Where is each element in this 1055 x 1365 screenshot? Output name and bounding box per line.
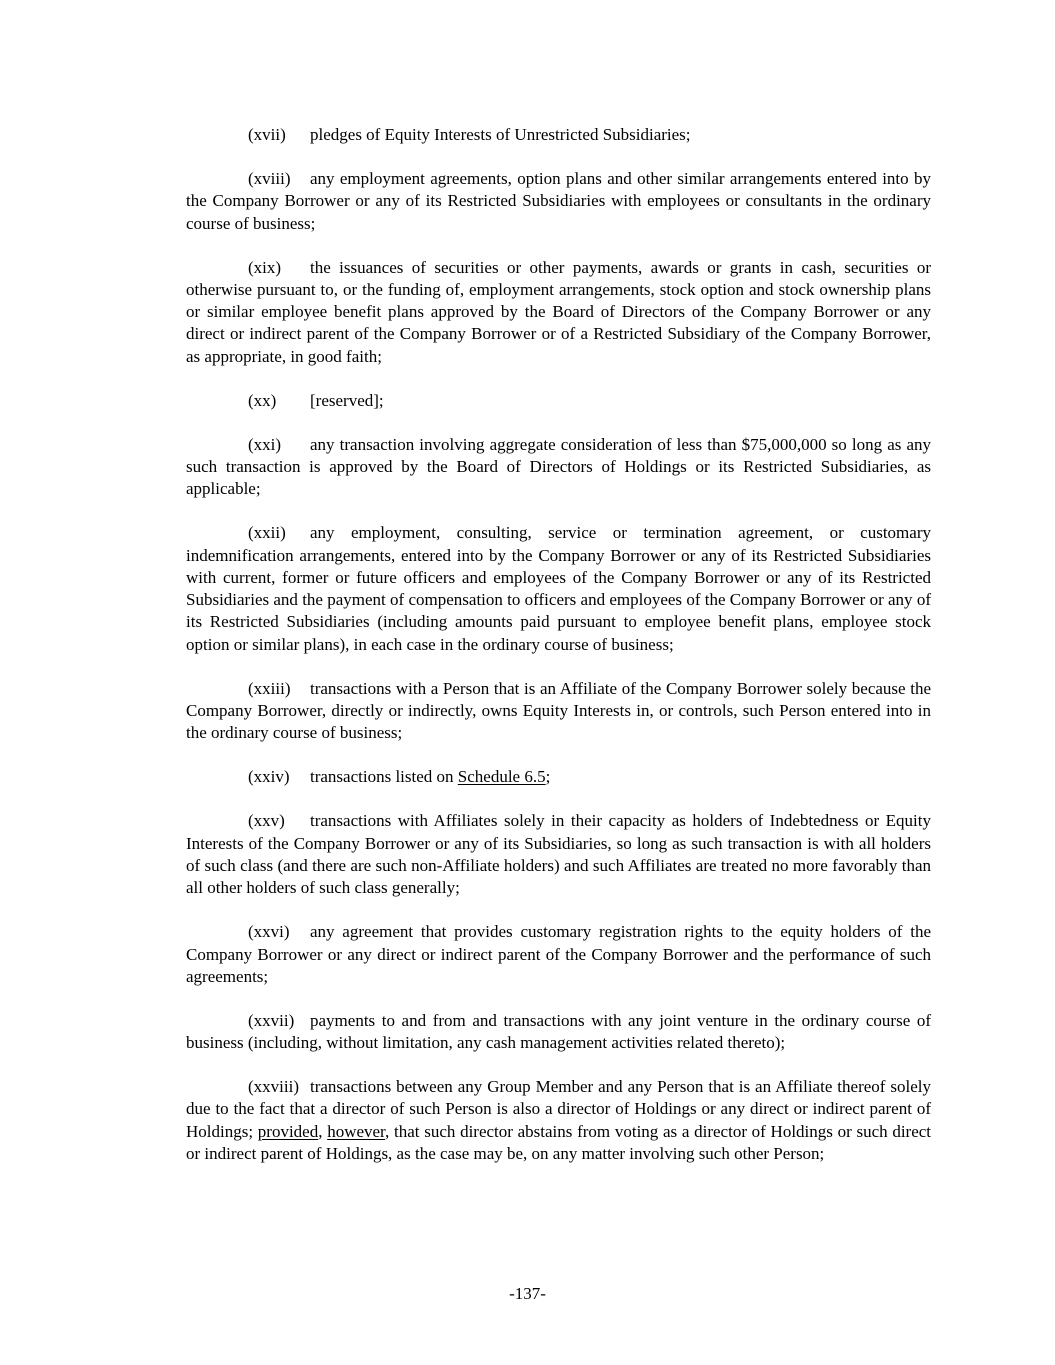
clause-xxvii [186,1010,931,1055]
clause-comma: , [318,1121,328,1141]
clause-text: transactions with a Person that is an Affiliate of the Company Borrower solely because the Company Borrower, directly or indirectly, owns Equity Interests in, or controls, such Person entered into in the ordinary course of business; [186,678,931,743]
clause-number: (xvii) [248,125,286,144]
clause-xviii [186,168,931,235]
clause-number: (xxvii) [248,1010,295,1030]
clause-text: any transaction involving aggregate consideration of less than $75,000,000 so long as any such transaction is approved by the Board of Directors of Holdings or its Restricted Subsidiaries, as applicable; [186,434,931,499]
clause-xxvi [186,921,931,988]
clause-text: [reserved]; [310,390,384,410]
schedule-reference-link[interactable]: Schedule 6.5 [457,767,546,787]
page-number: -137- [509,1284,546,1303]
clause-text: any agreement that provides customary registration rights to the equity holders of the Company Borrower or any direct or indirect parent of the Company Borrower and the performance of such agreements; [186,922,931,986]
clause-xxiii [186,678,931,745]
clause-number: (xx) [248,390,277,410]
clause-xxiv [186,766,931,788]
clause-xvii [186,124,931,146]
clause-number: (xxii) [248,523,286,543]
clause-xix [186,257,931,368]
clause-xxii [186,522,931,656]
clause-text: payments to and from and transactions with any joint venture in the ordinary course of business (including, without limitation, any cash management activities related thereto); [186,1010,931,1053]
clause-number: (xviii) [248,168,291,188]
clause-number: (xix) [248,257,282,277]
clause-xxviii [186,1076,931,1165]
clause-text: transactions with Affiliates solely in their capacity as holders of Indebtedness or Equity Interests of the Company Borrower or any of its Subsidiaries, so long as such transaction is with all holders of such class (and there are such non-Affiliate holders) and such Affiliates are treated no more favorably than all other holders of such class generally; [186,811,931,898]
clause-text: pledges of Equity Interests of Unrestricted Subsidiaries; [310,125,691,144]
clause-text: any employment, consulting, service or termination agreement, or customary indemnification arrangements, entered into by the Company Borrower or any of its Restricted Subsidiaries with current, former or future officers and employees of the Company Borrower or any of its Restricted Subsidiaries and the payment of compensation to officers and employees of the Company Borrower or any of its Restricted Subsidiaries (including amounts paid pursuant to employee benefit plans, employee stock option or similar plans), in each case in the ordinary course of business; [186,523,931,654]
clause-xxv [186,810,931,899]
document-body [186,124,931,1187]
clause-number: (xxi) [248,434,282,454]
clause-text: transactions between any Group Member and any Person that is an Affiliate thereof solely due to the fact that a director of such Person is also a director of Holdings or any direct or indirect parent of Holdings; [186,1077,931,1141]
clause-number: (xxiii) [248,678,291,698]
clause-xx [186,390,931,412]
clause-text: the issuances of securities or other payments, awards or grants in cash, securities or otherwise pursuant to, or the funding of, employment arrangements, stock option and stock ownership plans or similar employee benefit plans approved by the Board of Directors of the Company Borrower or any direct or indirect parent of the Company Borrower or of a Restricted Subsidiary of the Company Borrower, as appropriate, in good faith; [186,257,931,366]
clause-number: (xxiv) [248,767,290,787]
however-term: however [327,1121,386,1141]
clause-text-end: , that such director abstains from voting as a director of Holdings or such direct or indirect parent of Holdings, as the case may be, on any matter involving such other Person; [186,1121,932,1163]
clause-number: (xxv) [248,811,285,831]
clause-text: any employment agreements, option plans and other similar arrangements entered into by the Company Borrower or any of its Restricted Subsidiaries with employees or consultants in the ordinary course of business; [186,168,931,233]
clause-text: transactions listed on [310,767,458,787]
clause-xxi [186,434,931,501]
clause-number: (xxvi) [248,922,290,942]
provided-term: provided [257,1121,319,1141]
clause-text-end: ; [545,767,551,787]
clause-number: (xxviii) [248,1077,299,1097]
